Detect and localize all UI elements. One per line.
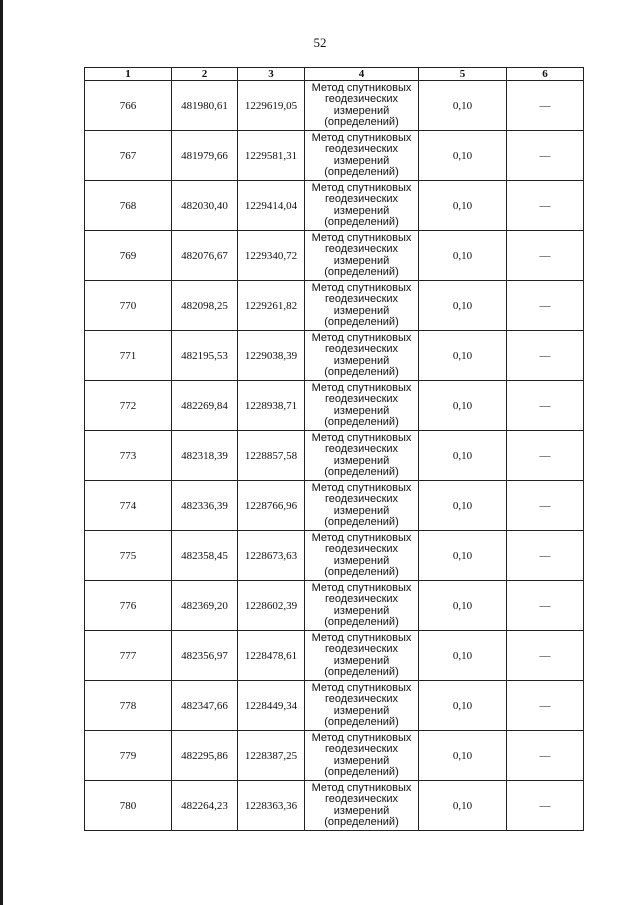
- note-dash: —: [507, 281, 584, 331]
- method-line: Метод спутниковых: [311, 381, 412, 394]
- method-line: измерений: [333, 104, 390, 117]
- point-number: 778: [85, 681, 172, 731]
- accuracy-value: 0,10: [419, 181, 507, 231]
- coordinate-x: 482030,40: [172, 181, 238, 231]
- coordinate-x: 482336,39: [172, 481, 238, 531]
- method-line: геодезических: [324, 693, 399, 705]
- method-line: геодезических: [324, 243, 399, 255]
- method-line: Метод спутниковых: [311, 581, 412, 594]
- table-row: [85, 431, 584, 481]
- table-row: [85, 481, 584, 531]
- coordinate-y: 1228938,71: [238, 381, 305, 431]
- coordinate-y: 1228387,25: [238, 731, 305, 781]
- method-line: геодезических: [324, 343, 399, 355]
- coordinate-y: 1229340,72: [238, 231, 305, 281]
- method-line: (определений): [324, 166, 399, 178]
- table-row: [85, 531, 584, 581]
- method-line: Метод спутниковых: [311, 181, 412, 194]
- coordinate-x: 482269,84: [172, 381, 238, 431]
- accuracy-value: 0,10: [419, 331, 507, 381]
- method-line: (определений): [324, 666, 399, 678]
- point-number: 772: [85, 381, 172, 431]
- method-line: Метод спутниковых: [311, 681, 412, 694]
- accuracy-value: 0,10: [419, 131, 507, 181]
- method-line: геодезических: [324, 93, 399, 105]
- table-row: [85, 581, 584, 631]
- coordinate-y: 1229414,04: [238, 181, 305, 231]
- method-line: Метод спутниковых: [311, 231, 412, 244]
- method-line: Метод спутниковых: [311, 331, 412, 344]
- point-number: 766: [85, 81, 172, 131]
- coordinate-y: 1229619,05: [238, 81, 305, 131]
- table-row: [85, 81, 584, 131]
- method-cell: [305, 231, 419, 281]
- method-line: измерений: [333, 454, 390, 467]
- method-line: Метод спутниковых: [311, 431, 412, 444]
- coordinate-y: 1228766,96: [238, 481, 305, 531]
- method-line: (определений): [324, 366, 399, 378]
- method-line: Метод спутниковых: [311, 781, 412, 794]
- coordinate-x: 482356,97: [172, 631, 238, 681]
- note-dash: —: [507, 481, 584, 531]
- accuracy-value: 0,10: [419, 631, 507, 681]
- point-number: 774: [85, 481, 172, 531]
- coordinate-y: 1228363,36: [238, 781, 305, 831]
- point-number: 779: [85, 731, 172, 781]
- method-line: измерений: [333, 204, 390, 217]
- method-line: (определений): [324, 316, 399, 328]
- method-line: геодезических: [324, 143, 399, 155]
- method-cell: [305, 281, 419, 331]
- page-number: 52: [313, 35, 327, 50]
- note-dash: —: [507, 731, 584, 781]
- note-dash: —: [507, 531, 584, 581]
- method-line: геодезических: [324, 593, 399, 605]
- header-col-6: 6: [507, 68, 584, 81]
- method-line: (определений): [324, 416, 399, 428]
- method-line: (определений): [324, 766, 399, 778]
- method-cell: [305, 181, 419, 231]
- point-number: 776: [85, 581, 172, 631]
- coordinate-x: 482358,45: [172, 531, 238, 581]
- table-header: [85, 68, 584, 81]
- method-line: измерений: [333, 354, 390, 367]
- point-number: 775: [85, 531, 172, 581]
- method-line: геодезических: [324, 193, 399, 205]
- method-cell: [305, 781, 419, 831]
- point-number: 767: [85, 131, 172, 181]
- method-cell: [305, 531, 419, 581]
- method-line: Метод спутниковых: [311, 731, 412, 744]
- coordinate-x: 482076,67: [172, 231, 238, 281]
- scan-left-edge: [0, 0, 3, 905]
- header-row: [85, 68, 584, 81]
- header-col-5: 5: [419, 68, 507, 81]
- table-row: [85, 781, 584, 831]
- coordinate-y: 1228673,63: [238, 531, 305, 581]
- coordinate-x: 482347,66: [172, 681, 238, 731]
- method-cell: [305, 381, 419, 431]
- coordinate-y: 1229581,31: [238, 131, 305, 181]
- method-line: измерений: [333, 604, 390, 617]
- table-row: [85, 631, 584, 681]
- accuracy-value: 0,10: [419, 231, 507, 281]
- method-line: (определений): [324, 716, 399, 728]
- coordinate-y: 1228857,58: [238, 431, 305, 481]
- method-line: геодезических: [324, 493, 399, 505]
- note-dash: —: [507, 381, 584, 431]
- coordinate-x: 482264,23: [172, 781, 238, 831]
- method-line: Метод спутниковых: [311, 631, 412, 644]
- accuracy-value: 0,10: [419, 531, 507, 581]
- coordinates-table: [84, 67, 584, 831]
- note-dash: —: [507, 331, 584, 381]
- method-line: (определений): [324, 616, 399, 628]
- coordinate-y: 1229038,39: [238, 331, 305, 381]
- header-col-1: 1: [85, 68, 172, 81]
- method-line: (определений): [324, 516, 399, 528]
- coordinate-x: 482369,20: [172, 581, 238, 631]
- method-line: геодезических: [324, 293, 399, 305]
- header-col-2: 2: [172, 68, 238, 81]
- accuracy-value: 0,10: [419, 781, 507, 831]
- method-line: геодезических: [324, 643, 399, 655]
- coordinate-x: 482295,86: [172, 731, 238, 781]
- point-number: 768: [85, 181, 172, 231]
- method-line: геодезических: [324, 743, 399, 755]
- method-cell: [305, 431, 419, 481]
- method-line: (определений): [324, 816, 399, 828]
- method-line: (определений): [324, 566, 399, 578]
- method-line: Метод спутниковых: [311, 481, 412, 494]
- method-line: геодезических: [324, 443, 399, 455]
- table-row: [85, 331, 584, 381]
- method-line: Метод спутниковых: [311, 281, 412, 294]
- note-dash: —: [507, 231, 584, 281]
- note-dash: —: [507, 131, 584, 181]
- coordinate-y: 1228478,61: [238, 631, 305, 681]
- method-cell: [305, 481, 419, 531]
- method-cell: [305, 331, 419, 381]
- table-row: [85, 281, 584, 331]
- coordinate-y: 1228602,39: [238, 581, 305, 631]
- accuracy-value: 0,10: [419, 431, 507, 481]
- table-row: [85, 731, 584, 781]
- accuracy-value: 0,10: [419, 681, 507, 731]
- coordinate-x: 482098,25: [172, 281, 238, 331]
- point-number: 777: [85, 631, 172, 681]
- coordinate-y: 1229261,82: [238, 281, 305, 331]
- method-cell: [305, 81, 419, 131]
- point-number: 769: [85, 231, 172, 281]
- method-cell: [305, 731, 419, 781]
- method-line: (определений): [324, 216, 399, 228]
- method-cell: [305, 131, 419, 181]
- point-number: 773: [85, 431, 172, 481]
- method-line: (определений): [324, 466, 399, 478]
- note-dash: —: [507, 181, 584, 231]
- table-row: [85, 131, 584, 181]
- note-dash: —: [507, 681, 584, 731]
- method-cell: [305, 581, 419, 631]
- note-dash: —: [507, 431, 584, 481]
- table-row: [85, 181, 584, 231]
- coordinate-x: 481980,61: [172, 81, 238, 131]
- method-line: (определений): [324, 266, 399, 278]
- method-line: измерений: [333, 404, 390, 417]
- table-row: [85, 381, 584, 431]
- method-line: (определений): [324, 116, 399, 128]
- coordinate-x: 481979,66: [172, 131, 238, 181]
- accuracy-value: 0,10: [419, 581, 507, 631]
- coordinate-x: 482195,53: [172, 331, 238, 381]
- note-dash: —: [507, 81, 584, 131]
- method-line: измерений: [333, 154, 390, 167]
- table-body: [85, 81, 584, 831]
- method-line: измерений: [333, 554, 390, 567]
- method-line: Метод спутниковых: [311, 131, 412, 144]
- method-line: Метод спутниковых: [311, 81, 412, 94]
- coordinate-x: 482318,39: [172, 431, 238, 481]
- point-number: 771: [85, 331, 172, 381]
- point-number: 770: [85, 281, 172, 331]
- method-line: измерений: [333, 754, 390, 767]
- note-dash: —: [507, 631, 584, 681]
- method-line: геодезических: [324, 393, 399, 405]
- table-row: [85, 681, 584, 731]
- note-dash: —: [507, 581, 584, 631]
- method-line: измерений: [333, 254, 390, 267]
- method-line: измерений: [333, 504, 390, 517]
- header-col-4: 4: [305, 68, 419, 81]
- method-line: геодезических: [324, 793, 399, 805]
- method-line: измерений: [333, 304, 390, 317]
- table-row: [85, 231, 584, 281]
- method-cell: [305, 681, 419, 731]
- method-line: измерений: [333, 704, 390, 717]
- accuracy-value: 0,10: [419, 381, 507, 431]
- method-line: Метод спутниковых: [311, 531, 412, 544]
- accuracy-value: 0,10: [419, 81, 507, 131]
- method-line: измерений: [333, 654, 390, 667]
- method-line: геодезических: [324, 543, 399, 555]
- accuracy-value: 0,10: [419, 281, 507, 331]
- accuracy-value: 0,10: [419, 731, 507, 781]
- accuracy-value: 0,10: [419, 481, 507, 531]
- header-col-3: 3: [238, 68, 305, 81]
- note-dash: —: [507, 781, 584, 831]
- method-cell: [305, 631, 419, 681]
- method-line: измерений: [333, 804, 390, 817]
- point-number: 780: [85, 781, 172, 831]
- coordinate-y: 1228449,34: [238, 681, 305, 731]
